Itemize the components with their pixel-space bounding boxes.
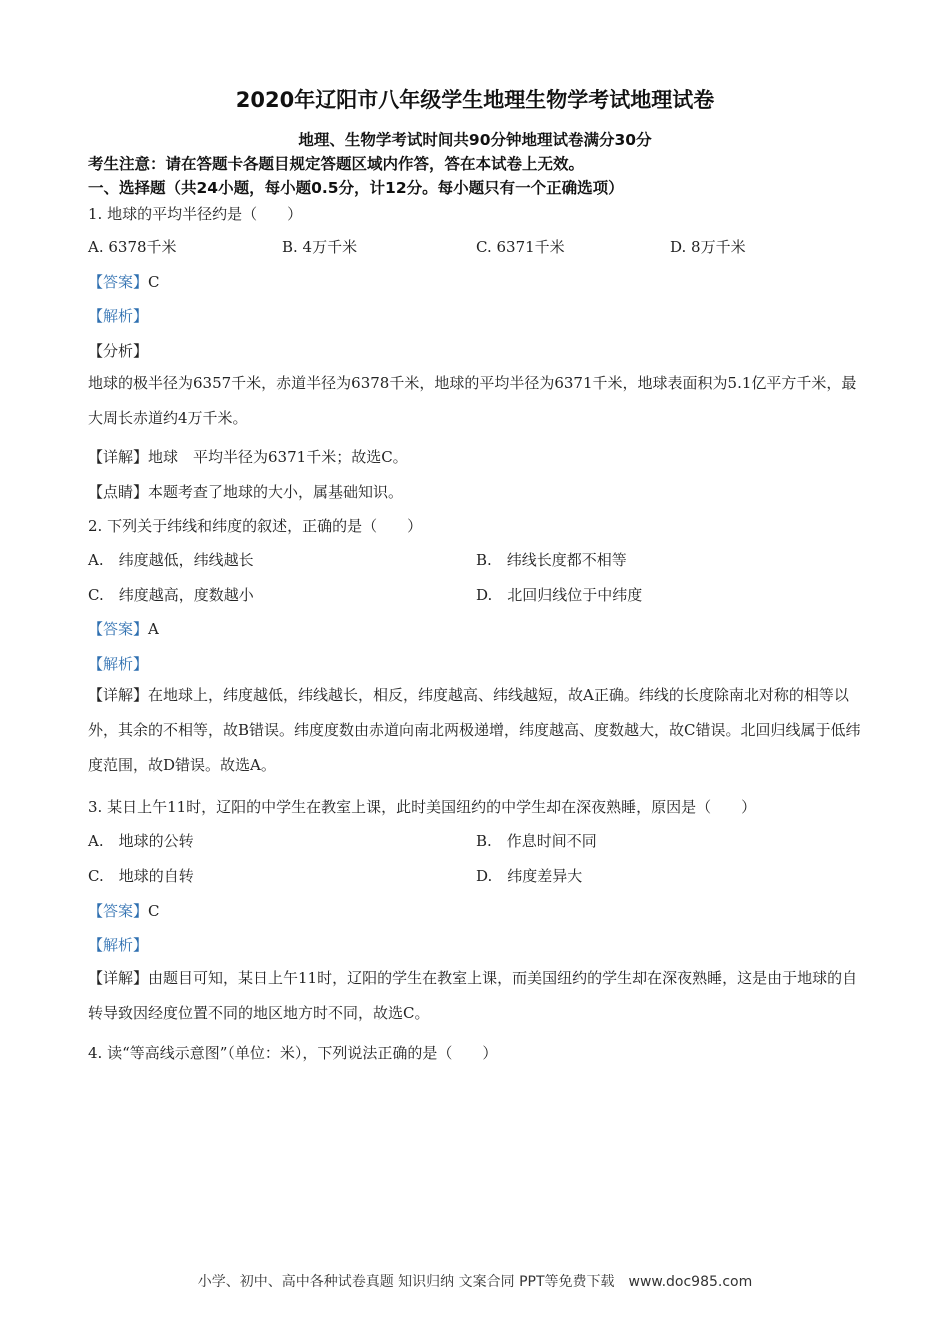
q1-fenxi-text: 地球的极半径为6357千米，赤道半径为6378千米，地球的平均半径为6371千米，地球表面积为5.1亿平方千米，最大周长赤道约4万千米。 (88, 374, 857, 427)
detail-tag: 【详解】 (88, 686, 149, 704)
section-heading: 一、选择题（共24小题，每小题0.5分，计12分。每小题只有一个正确选项） (88, 179, 624, 197)
answer-value: C (148, 902, 160, 920)
q3-detail (88, 961, 864, 1031)
q2-option-a: A. 纬度越低，纬线越长 (88, 551, 254, 569)
detail-tag: 【详解】 (88, 448, 149, 466)
detail-text: 由题目可知，某日上午11时，辽阳的学生在教室上课，而美国纽约的学生却在深夜熟睡，这是由于地球的自转导致因经度位置不同的地区地方时不同，故选C。 (88, 969, 858, 1022)
detail-text: 在地球上，纬度越低，纬线越长，相反，纬度越高、纬线越短，故A正确。纬线的长度除南北对称的相等以外，其余的不相等，故B错误。纬度度数由赤道向南北两极递增，纬度越高、度数越大，故C错误。北回归线属于低纬度范围，故D错误。故选A。 (88, 686, 861, 774)
answer-value: C (148, 273, 160, 291)
exam-notice: 考生注意：请在答题卡各题目规定答题区域内作答，答在本试卷上无效。 (88, 155, 585, 173)
q3-option-a: A. 地球的公转 (88, 832, 194, 850)
q3-option-d: D. 纬度差异大 (476, 867, 583, 885)
question-4-stem: 4. 读“等高线示意图”（单位：米），下列说法正确的是（ ） (88, 1044, 498, 1062)
question-3-stem: 3. 某日上午11时，辽阳的中学生在教室上课，此时美国纽约的中学生却在深夜熟睡，原因是（ ） (88, 798, 757, 816)
q2-option-b: B. 纬线长度都不相等 (476, 551, 627, 569)
q2-detail (88, 678, 864, 783)
answer-value: A (148, 620, 159, 638)
document-title: 2020年辽阳市八年级学生地理生物学考试地理试卷 (235, 88, 715, 112)
dianjing-tag: 【点睛】 (88, 483, 149, 501)
q3-option-c: C. 地球的自转 (88, 867, 194, 885)
page-footer: 小学、初中、高中各种试卷真题 知识归纳 文案合同 PPT等免费下载 www.doc985.com (197, 1274, 753, 1290)
q2-jiexi-tag: 【解析】 (88, 655, 149, 673)
q1-jiexi-tag: 【解析】 (88, 307, 149, 325)
q3-option-b: B. 作息时间不同 (476, 832, 597, 850)
q1-option-d: D. 8万千米 (670, 238, 746, 256)
q2-answer (88, 618, 159, 639)
q1-fenxi-tag: 【分析】 (88, 342, 149, 360)
detail-tag: 【详解】 (88, 969, 149, 987)
q1-answer (88, 271, 160, 292)
answer-tag: 【答案】 (88, 902, 149, 920)
exam-subtitle: 地理、生物学考试时间共90分钟地理试卷满分30分 (298, 131, 652, 149)
q2-option-d: D. 北回归线位于中纬度 (476, 586, 643, 604)
q1-detail (88, 446, 408, 467)
q1-option-b: B. 4万千米 (282, 238, 358, 256)
answer-tag: 【答案】 (88, 620, 149, 638)
q3-answer (88, 900, 160, 921)
detail-text: 地球 平均半径为6371千米；故选C。 (148, 448, 408, 466)
q1-option-a: A. 6378千米 (88, 238, 177, 256)
question-1-stem: 1. 地球的平均半径约是（ ） (88, 205, 303, 223)
answer-tag: 【答案】 (88, 273, 149, 291)
q3-jiexi-tag: 【解析】 (88, 936, 149, 954)
question-2-stem: 2. 下列关于纬线和纬度的叙述，正确的是（ ） (88, 517, 423, 535)
q2-option-c: C. 纬度越高，度数越小 (88, 586, 254, 604)
q1-dianjing (88, 481, 403, 502)
q1-option-c: C. 6371千米 (476, 238, 565, 256)
dianjing-text: 本题考查了地球的大小，属基础知识。 (148, 483, 404, 501)
